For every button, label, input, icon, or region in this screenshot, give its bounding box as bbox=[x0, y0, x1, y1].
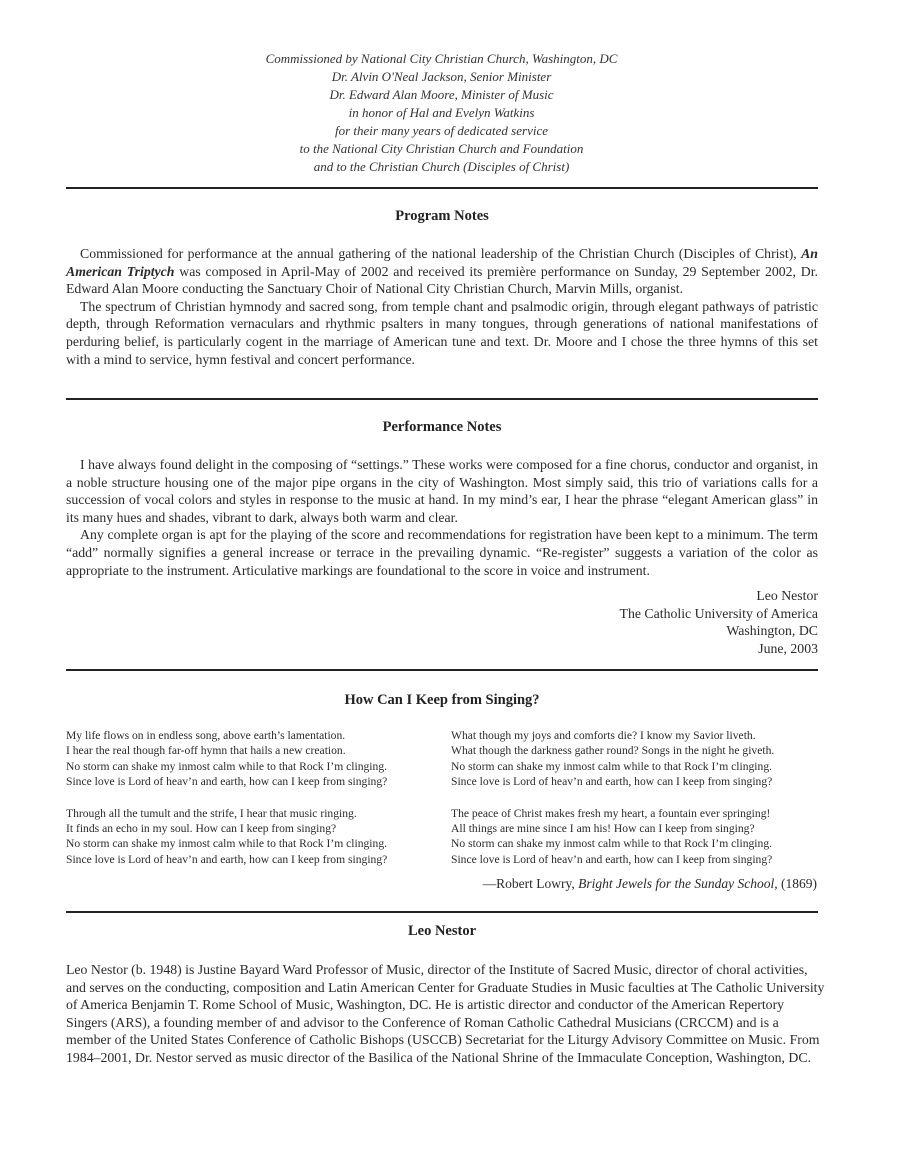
hymn-stanza bbox=[66, 806, 387, 868]
hymn-line: Since love is Lord of heav’n and earth, how can I keep from singing? bbox=[451, 852, 773, 866]
hymn-heading: How Can I Keep from Singing? bbox=[344, 692, 540, 708]
signature-city: Washington, DC bbox=[726, 623, 818, 639]
performance-notes-paragraph: Any complete organ is apt for the playing of the score and recommendations for registration have been kept to a minimum. The term “add” normally signifies a general increase or terrace in the prevailing dynamic. “Re-register” suggests a variation of the color as appropriate to the instrument. Articulative markings are foundational to the score in voice and instrument. bbox=[66, 527, 818, 578]
hymn-line: No storm can shake my inmost calm while to that Rock I’m clinging. bbox=[66, 759, 388, 773]
program-notes-paragraph bbox=[66, 245, 818, 298]
dedication-line: for their many years of dedicated service bbox=[335, 123, 548, 138]
hymn-line: Since love is Lord of heav’n and earth, how can I keep from singing? bbox=[451, 775, 773, 789]
hymn-stanza bbox=[451, 728, 774, 790]
hymn-line: The peace of Christ makes fresh my heart, a fountain ever springing! bbox=[451, 806, 771, 820]
hymn-line: All things are mine since I am his! How can I keep from singing? bbox=[451, 822, 755, 836]
dedication-line: in honor of Hal and Evelyn Watkins bbox=[348, 105, 535, 120]
bio-paragraph: Leo Nestor (b. 1948) is Justine Bayard Ward Professor of Music, director of the Institute of Sacred Music, director of choral activities, and serves on the conducting, composition and Latin American Center for Graduate Studies in Music faculties at The Catholic University of America Benjamin T. Rome School of Music, Washington, DC. He is artistic director and conductor of the American Repertory Singers (ARS), a founding member of and advisor to the Conference of Roman Catholic Cathedral Musicians (CRCCM) and is a member of the United States Conference of Catholic Bishops (USCCB) Secretariat for the Liturgy Advisory Committee on Music. From 1984–2001, Dr. Nestor served as music director of the Basilica of the National Shrine of the Immaculate Conception, Washington, DC. bbox=[66, 962, 825, 1065]
hymn-stanza bbox=[66, 728, 387, 790]
bio-body bbox=[66, 961, 826, 1067]
divider bbox=[66, 398, 818, 400]
signature-institution: The Catholic University of America bbox=[619, 605, 818, 621]
paragraph-text: Commissioned for performance at the annual gathering of the national leadership of the Christian Church (Disciples of Christ), bbox=[80, 246, 802, 261]
hymn-line: No storm can shake my inmost calm while to that Rock I’m clinging. bbox=[451, 837, 773, 851]
dedication-line: to the National City Christian Church and Foundation bbox=[299, 141, 584, 156]
hymn-line: My life flows on in endless song, above earth’s lamentation. bbox=[66, 729, 346, 742]
divider bbox=[66, 911, 818, 913]
dedication-line: Dr. Edward Alan Moore, Minister of Music bbox=[329, 87, 554, 102]
divider bbox=[66, 669, 818, 671]
signature-date: June, 2003 bbox=[758, 640, 818, 656]
hymn-line: It finds an echo in my soul. How can I keep from singing? bbox=[66, 822, 337, 836]
hymn-left-column bbox=[66, 728, 387, 883]
program-notes-paragraph: The spectrum of Christian hymnody and sacred song, from temple chant and psalmodic origin, through elegant pathways of patristic depth, through Reformation vernaculars and rhythmic psalters in many tongues, through generations of national manifestations of perduring belief, is particularly cogent in the marriage of American tune and text. Dr. Moore and I chose the three hymns of this set with a mind to service, hymn festival and concert performance. bbox=[66, 298, 818, 367]
hymn-line: Since love is Lord of heav’n and earth, how can I keep from singing? bbox=[66, 775, 388, 789]
performance-notes-paragraph: I have always found delight in the composing of “settings.” These works were composed for a fine chorus, conductor and organist, in a noble structure housing one of the major pipe organs in the city of Washington. Most simply said, this trio of variations calls for a succession of vocal colors and styles in response to the music at hand. In my mind’s ear, I hear the phrase “elegant American glass” in its many hues and shades, vibrant to dark, always both warm and clear. bbox=[66, 457, 818, 525]
attribution-author: —Robert Lowry, bbox=[482, 876, 579, 891]
dedication-line: Dr. Alvin O'Neal Jackson, Senior Minister bbox=[331, 69, 552, 84]
dedication-line: and to the Christian Church (Disciples of Christ) bbox=[313, 159, 570, 174]
hymn-line: No storm can shake my inmost calm while to that Rock I’m clinging. bbox=[66, 837, 388, 851]
attribution-source: Bright Jewels for the Sunday School, bbox=[578, 876, 778, 891]
program-notes-body bbox=[66, 245, 818, 368]
hymn-right-column bbox=[451, 728, 774, 883]
paragraph-text: was composed in April-May of 2002 and received its première performance on Sunday, 29 September 2002, Dr. Edward Alan Moore conducting the Sanctuary Choir of National City Christian Church, Marvin Mills, organist. bbox=[66, 263, 818, 297]
hymn-line: Through all the tumult and the strife, I hear that music ringing. bbox=[66, 806, 357, 820]
hymn-line: What though my joys and comforts die? I know my Savior liveth. bbox=[451, 729, 756, 742]
work-title: An American Triptych bbox=[66, 246, 818, 279]
hymn-stanza bbox=[451, 806, 774, 868]
hymn-line: No storm can shake my inmost calm while to that Rock I’m clinging. bbox=[451, 759, 773, 773]
hymn-attribution bbox=[483, 876, 817, 892]
signature-block bbox=[620, 587, 818, 657]
performance-notes-heading: Performance Notes bbox=[382, 419, 502, 435]
performance-notes-body bbox=[66, 456, 818, 579]
attribution-year: (1869) bbox=[777, 876, 817, 891]
hymn-line: Since love is Lord of heav’n and earth, how can I keep from singing? bbox=[66, 852, 388, 866]
program-notes-heading: Program Notes bbox=[395, 208, 489, 224]
hymn-line: What though the darkness gather round? Songs in the night he giveth. bbox=[451, 744, 775, 758]
divider bbox=[66, 187, 818, 189]
bio-heading: Leo Nestor bbox=[407, 923, 477, 939]
dedication-line: Commissioned by National City Christian Church, Washington, DC bbox=[265, 51, 618, 66]
hymn-line: I hear the real though far-off hymn that hails a new creation. bbox=[66, 744, 346, 758]
dedication-block bbox=[0, 50, 883, 176]
signature-name: Leo Nestor bbox=[756, 588, 818, 603]
